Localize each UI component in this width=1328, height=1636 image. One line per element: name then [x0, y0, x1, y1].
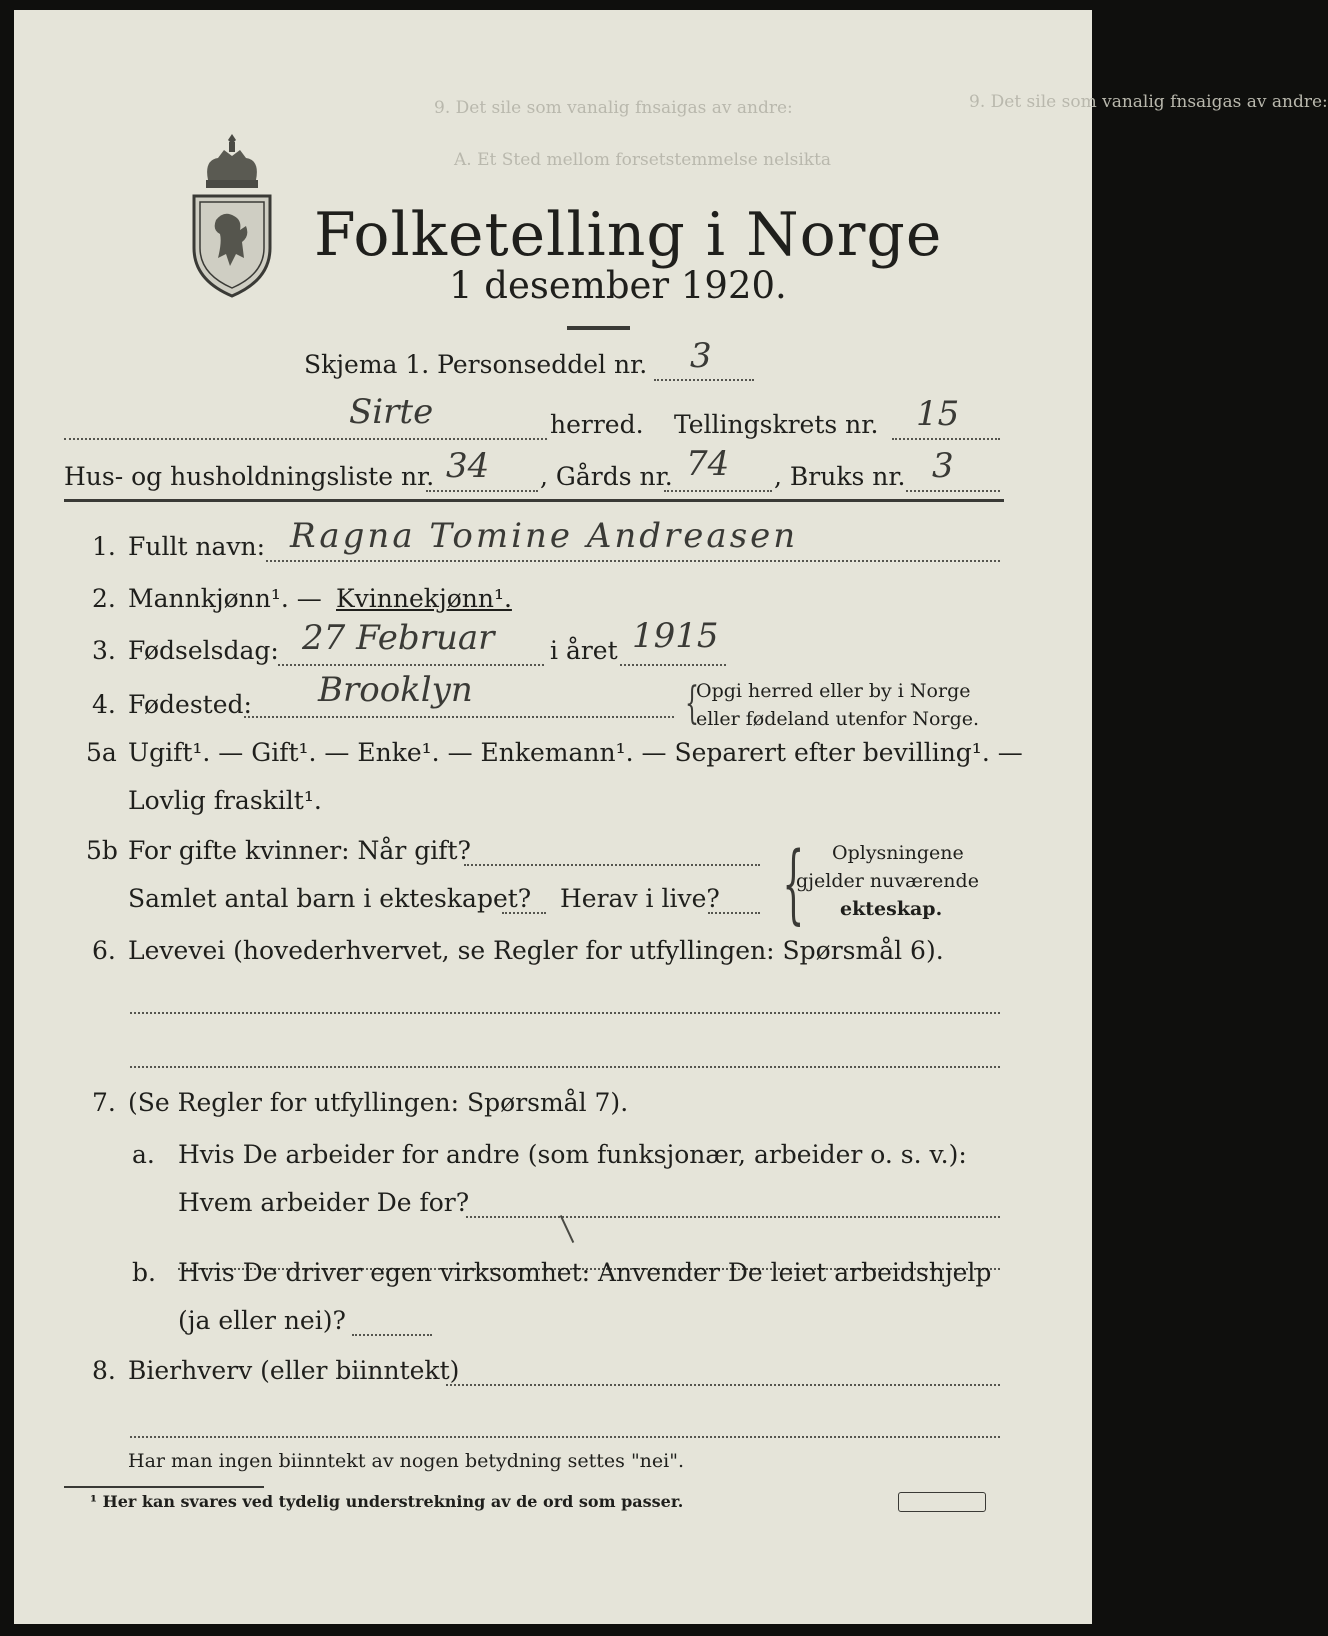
gards-value[interactable]: 74 — [686, 444, 730, 484]
header-rule — [64, 499, 1004, 502]
q4-note-line-1: Opgi herred eller by i Norge — [696, 680, 971, 702]
footnote-text: ¹ Her kan svares ved tydelig understrekning av de ord som passer. — [90, 1492, 684, 1511]
bleed-through-text-1: 9. Det sile som vanalig fnsaigas av andre: — [969, 92, 1328, 112]
q6-number: 6. — [92, 936, 116, 965]
q3-day-field-line — [278, 664, 544, 666]
q6-field-line-1 — [130, 1012, 1000, 1014]
q7-number: 7. — [92, 1088, 116, 1117]
tellingskrets-field-line — [892, 438, 1000, 440]
q3-birthday-value[interactable]: 27 Februar — [302, 618, 495, 658]
q5b-married-when-label: For gifte kvinner: Når gift? — [128, 836, 471, 865]
printer-stamp — [898, 1492, 986, 1512]
q1-field-line — [266, 560, 1000, 562]
q1-full-name-value[interactable]: Ragna Tomine Andreasen — [290, 516, 799, 556]
q2-number: 2. — [92, 584, 116, 613]
q5b-note-line-1: Oplysningene — [832, 842, 964, 864]
form-title: Folketelling i Norge — [314, 200, 943, 270]
q7b-letter: b. — [132, 1258, 156, 1287]
q6-field-line-2 — [130, 1066, 1000, 1068]
bruks-label: , Bruks nr. — [774, 462, 906, 491]
bleed-through-text-3: A. Et Sted mellom forsetstemmelse nelsikta — [454, 150, 832, 170]
q5b-note-line-3: ekteskap. — [840, 898, 943, 920]
q5b-married-when-field-line — [464, 864, 760, 866]
q4-note-line-2: eller fødeland utenfor Norge. — [696, 708, 980, 730]
schema-label: Skjema 1. Personseddel nr. — [304, 350, 648, 379]
q8-label: Bierhverv (eller biinntekt) — [128, 1356, 460, 1385]
q3-year-field-line — [620, 664, 726, 666]
bruks-field-line — [906, 490, 1000, 492]
q7b-label-line-1: Hvis De driver egen virksomhet: Anvender De leiet arbeidshjelp — [178, 1258, 992, 1287]
q7a-label-line-2: Hvem arbeider De for? — [178, 1188, 470, 1217]
q3-label: Fødselsdag: — [128, 636, 279, 665]
q5b-note-line-2: gjelder nuværende — [796, 870, 979, 892]
herred-value[interactable]: Sirte — [349, 392, 434, 432]
bleed-through-text-2: 9. Det sile som vanalig fnsaigas av andre: — [434, 98, 793, 118]
footnote-rule — [64, 1486, 264, 1488]
q3-year-label: i året — [550, 636, 618, 665]
q5a-options-line-2[interactable]: Lovlig fraskilt¹. — [128, 786, 322, 815]
q4-note-brace: { — [685, 678, 699, 729]
q5b-note-brace: { — [782, 834, 805, 934]
q4-birthplace-value[interactable]: Brooklyn — [318, 670, 473, 710]
q3-number: 3. — [92, 636, 116, 665]
herred-label: herred. — [550, 410, 644, 439]
q2-male-option[interactable]: Mannkjønn¹. — — [128, 584, 322, 613]
q1-label: Fullt navn: — [128, 532, 266, 561]
q5b-alive-label: Herav i live? — [560, 884, 720, 913]
q7a-stray-mark — [560, 1215, 574, 1243]
q2-female-option[interactable]: Kvinnekjønn¹. — [336, 584, 512, 613]
herred-field-line — [64, 438, 547, 440]
q5a-options-line-1[interactable]: Ugift¹. — Gift¹. — Enke¹. — Enkemann¹. — Separert efter bevilling¹. — — [128, 738, 1023, 767]
title-divider — [567, 326, 630, 330]
personseddel-field-line — [654, 379, 754, 381]
bruks-value[interactable]: 3 — [932, 446, 954, 486]
gards-label: , Gårds nr. — [540, 462, 673, 491]
q5b-number: 5b — [86, 836, 118, 865]
personseddel-number-value[interactable]: 3 — [690, 336, 712, 376]
gards-field-line — [664, 490, 772, 492]
q8-field-line-1 — [446, 1384, 1000, 1386]
q7a-label-line-1: Hvis De arbeider for andre (som funksjonær, arbeider o. s. v.): — [178, 1140, 967, 1169]
q7a-field-line-1 — [466, 1216, 1000, 1218]
q1-number: 1. — [92, 532, 116, 561]
income-note: Har man ingen biinntekt av nogen betydning settes "nei". — [128, 1450, 685, 1472]
q5b-alive-field-line — [708, 912, 760, 914]
q5b-children-label: Samlet antal barn i ekteskapet? — [128, 884, 532, 913]
husholdningsliste-field-line — [426, 490, 538, 492]
form-date: 1 desember 1920. — [449, 264, 787, 307]
q8-field-line-2 — [130, 1436, 1000, 1438]
q7b-label-line-2: (ja eller nei)? — [178, 1306, 346, 1335]
q3-year-value[interactable]: 1915 — [632, 616, 719, 656]
q7b-field-line — [352, 1334, 432, 1336]
q5a-number: 5a — [86, 738, 117, 767]
q7-label: (Se Regler for utfyllingen: Spørsmål 7). — [128, 1088, 629, 1117]
q7a-letter: a. — [132, 1140, 155, 1169]
husholdningsliste-label: Hus- og husholdningsliste nr. — [64, 462, 435, 491]
q5b-children-field-line — [502, 912, 546, 914]
tellingskrets-value[interactable]: 15 — [916, 394, 960, 434]
tellingskrets-label: Tellingskrets nr. — [674, 410, 879, 439]
husholdningsliste-value[interactable]: 34 — [446, 446, 490, 486]
census-form-page — [14, 10, 1328, 1624]
q6-label: Levevei (hovederhvervet, se Regler for utfyllingen: Spørsmål 6). — [128, 936, 944, 965]
coat-of-arms-icon — [184, 130, 280, 302]
q4-field-line — [244, 716, 674, 718]
q8-number: 8. — [92, 1356, 116, 1385]
q4-number: 4. — [92, 690, 116, 719]
q4-label: Fødested: — [128, 690, 252, 719]
